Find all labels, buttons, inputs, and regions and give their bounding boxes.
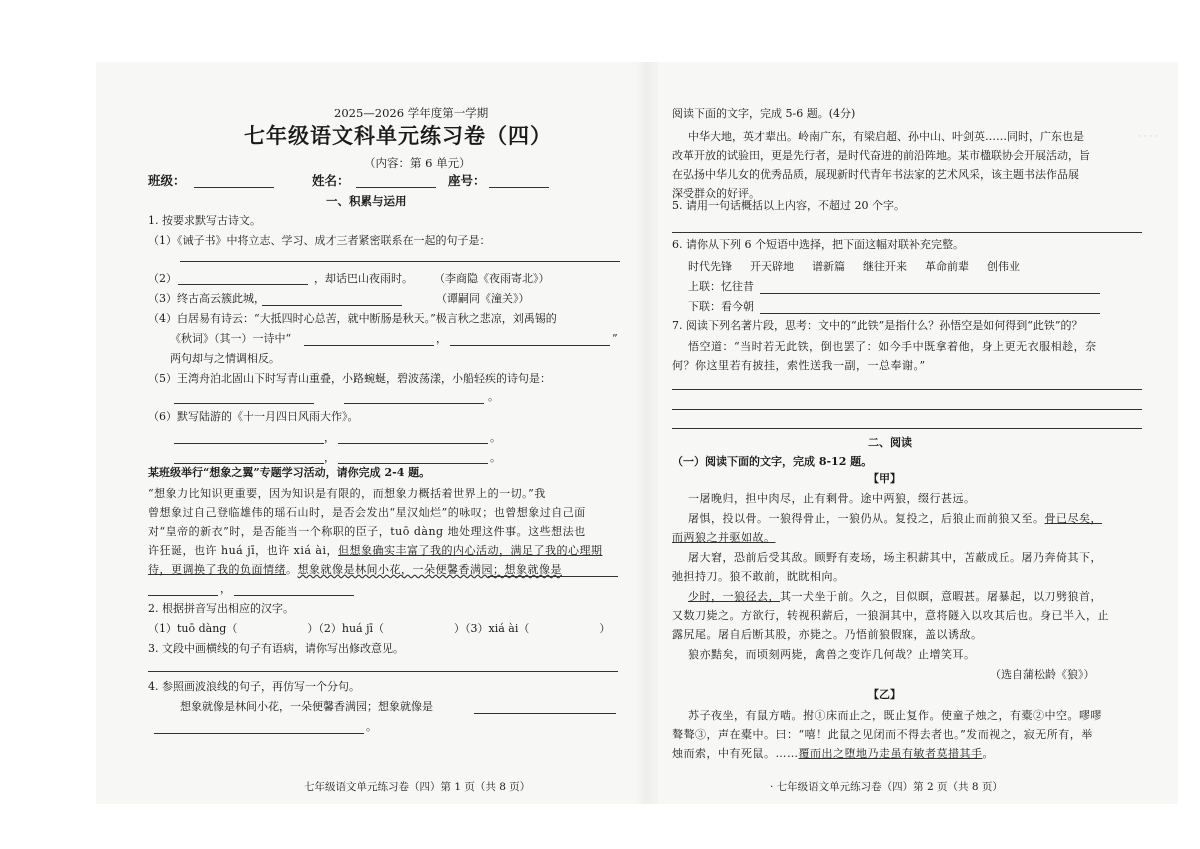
- jia-line-6: [688, 590, 1102, 605]
- page-2: [668, 62, 1148, 804]
- passage-line-2: 曾想象过自己登临雄伟的瑶石山时，是否会发出“星汉灿烂”的咏叹；也曾想象过自己面: [148, 506, 586, 519]
- question-7: 7. 阅读下列名著片段，思考：文中的“此铁”是指什么？孙悟空是如何得到“此铁”的？: [672, 319, 1083, 332]
- bleed-through: · · · ·: [1138, 132, 1159, 142]
- passage-line-3: 对“皇帝的新衣”时，是否能当一个称职的臣子，tuō dàng 地处理这件事。这些想法也: [148, 525, 586, 538]
- passage-5-line-4: 深受群众的好评。: [672, 187, 760, 200]
- answer-line-1-5a[interactable]: [174, 403, 314, 404]
- question-2-items: [148, 622, 610, 637]
- question-1-3-source: （谭嗣同《潼关》）: [436, 292, 530, 305]
- phrase-4: 继往开来: [863, 260, 907, 273]
- question-1-6-sep-1: ，: [324, 431, 335, 444]
- exam-title: 七年级语文科单元练习卷（四）: [244, 123, 552, 148]
- answer-line-4a[interactable]: [474, 713, 616, 714]
- page-fold: [636, 62, 658, 804]
- question-2-3: ）（3）xiá ài（: [454, 622, 530, 635]
- question-1-4e: 两句却与之情调相反。: [170, 352, 280, 365]
- answer-line-1-6a[interactable]: [174, 443, 324, 444]
- page-2-footer: · 七年级语文单元练习卷（四）第 2 页（共 8 页）: [770, 781, 1003, 793]
- page-1: [144, 62, 632, 804]
- answer-line-1-4b[interactable]: [450, 345, 610, 346]
- jia-underlined-2: 而两狼之并驱如故。: [672, 531, 776, 544]
- answer-line-1-4a[interactable]: [304, 345, 434, 346]
- school-year: 2025—2026 学年度第一学期: [334, 106, 489, 120]
- phrase-1: 时代先锋: [688, 260, 732, 273]
- question-1-4d: ”: [612, 332, 618, 345]
- reading-intro-8-12: （一）阅读下面的文字，完成 8-12 题。: [672, 455, 873, 468]
- passage-5-line-2: 改革开放的试验田，更是先行者，是时代奋进的前沿阵地。某市楹联协会开展活动，旨: [672, 149, 1090, 162]
- phrase-options: [688, 260, 1020, 275]
- underlined-sentence-part-1: 但想象确实丰富了我的内心活动，满足了我的心理期: [338, 544, 603, 557]
- underlined-sentence-part-2: 待，更调换了我的负面情绪: [148, 563, 286, 576]
- question-1-6-end-1: 。: [490, 431, 501, 444]
- exam-content: （内容：第 6 单元）: [364, 156, 471, 170]
- yi-line-3: [672, 747, 994, 762]
- jia-line-8: 露尻尾。屠自后断其股，亦毙之。乃悟前狼假寐，盖以诱敌。: [672, 628, 983, 641]
- passage-line-1: “想象力比知识更重要，因为知识是有限的，而想象力概括着世界上的一切。”我: [148, 487, 546, 500]
- question-1-1: （1）《诫子书》中将立志、学习、成才三者紧密联系在一起的句子是：: [148, 234, 491, 247]
- class-field[interactable]: [194, 187, 274, 188]
- question-3: 3. 文段中画横线的句子有语病，请你写出修改意见。: [148, 642, 404, 655]
- yi-underlined: 覆而出之堕地乃走虽有敏者莫措其手: [798, 747, 983, 760]
- yi-line-3c: 。: [982, 747, 994, 760]
- jia-line-3: [672, 531, 776, 546]
- question-1-5: （5）王湾舟泊北固山下时写青山重叠，小路蜿蜒，碧波荡漾，小船轻疾的诗句是：: [148, 372, 551, 385]
- question-1-2-source: （李商隐《夜雨寄北》）: [434, 272, 550, 285]
- question-4: 4. 参照画波浪线的句子，再仿写一个分句。: [148, 680, 360, 693]
- q7-excerpt-line-2: 何？你这里若有披挂，索性送我一副，一总奉谢。”: [672, 359, 926, 372]
- name-label: 姓名：: [312, 173, 350, 188]
- yi-line-3a: 烛而索，中有死鼠。……: [672, 747, 799, 760]
- passage-blank-3: [234, 595, 354, 596]
- answer-line-1-6d[interactable]: [338, 463, 488, 464]
- phrase-2: 开天辟地: [750, 260, 794, 273]
- passage-5-line-3: 在弘扬中华儿女的优秀品质，展现新时代青年书法家的艺术风采，该主题书法作品展: [672, 168, 1079, 181]
- section-2-title: 二、阅读: [868, 436, 912, 449]
- question-2-end: ）: [599, 622, 611, 635]
- question-1-6: （6）默写陆游的《十一月四日风雨大作》。: [148, 410, 359, 423]
- couplet-up-field[interactable]: [760, 293, 1100, 294]
- jia-line-9: 狼亦黠矣，而顷刻两毙，禽兽之变诈几何哉？止增笑耳。: [688, 648, 976, 661]
- couplet-up-label: 上联：忆往昔: [688, 280, 754, 293]
- jia-underlined-1: 骨已尽矣，: [1044, 512, 1102, 525]
- couplet-down-field[interactable]: [760, 313, 1100, 314]
- question-5: 5. 请用一句话概括以上内容，不超过 20 个字。: [672, 199, 905, 212]
- question-1-4a: （4）白居易有诗云：“大抵四时心总苦，就中断肠是秋天。”极言秋之悲凉，刘禹锡的: [148, 312, 557, 325]
- couplet-down-label: 下联：看今朝: [688, 300, 754, 313]
- exam-sheet: [96, 62, 1178, 804]
- question-4-end: 。: [366, 720, 377, 733]
- answer-line-4b[interactable]: [154, 733, 364, 734]
- seat-label: 座号：: [448, 173, 486, 188]
- page-1-footer: 七年级语文单元练习卷（四）第 1 页（共 8 页）: [304, 781, 531, 793]
- jia-line-2a: 屠惧，投以骨。一狼得骨止，一狼仍从。复投之，后狼止而前狼又至。: [688, 512, 1045, 525]
- question-2-1: （1）tuō dàng（: [148, 622, 238, 635]
- phrase-3: 谱新篇: [812, 260, 845, 273]
- answer-line-1-3[interactable]: [262, 305, 402, 306]
- jia-line-7: 又数刀毙之。方欲行，转视积薪后，一狼洞其中，意将隧入以攻其后也。身已半入，止: [672, 609, 1109, 622]
- seat-field[interactable]: [489, 187, 549, 188]
- question-1-3: （3）终古高云簇此城，: [148, 292, 265, 305]
- section-1-title: 一、积累与运用: [326, 194, 407, 208]
- answer-line-1-2[interactable]: [178, 284, 308, 285]
- yi-line-1: 苏子夜坐，有鼠方啮。拊①床而止之，既止复作。使童子烛之，有橐②中空。嘐嘐: [688, 709, 1102, 722]
- answer-line-3[interactable]: [148, 671, 618, 672]
- answer-line-7a[interactable]: [672, 389, 1142, 390]
- question-6: 6. 请你从下列 6 个短语中选择，把下面这幅对联补充完整。: [672, 238, 964, 251]
- question-1-6-sep-2: ，: [324, 451, 335, 464]
- passage-line-5b: 。: [286, 563, 298, 576]
- answer-line-1-6c[interactable]: [174, 463, 324, 464]
- question-4-prompt: 想象就像是林间小花，一朵便馨香满园；想象就像是: [180, 700, 433, 713]
- phrase-6: 创伟业: [987, 260, 1020, 273]
- answer-line-7b[interactable]: [672, 409, 1142, 410]
- q7-excerpt-line-1: 悟空道：“当时若无此铁，倒也罢了：如今手中既拿着他，身上更无衣服相趁，奈: [688, 340, 1097, 353]
- passage-yi-label: 【乙】: [868, 688, 901, 701]
- jia-line-5: 弛担持刀。狼不敢前，眈眈相向。: [672, 570, 845, 583]
- question-1-4c: ，: [436, 332, 447, 345]
- jia-line-4: 屠大窘，恐前后受其敌。顾野有麦场，场主积薪其中，苫蔽成丘。屠乃奔倚其下，: [688, 551, 1102, 564]
- passage-jia-label: 【甲】: [868, 472, 901, 485]
- jia-line-1: 一屠晚归，担中肉尽，止有剩骨。途中两狼，缀行甚远。: [688, 492, 976, 505]
- question-1-6-end-2: 。: [490, 451, 501, 464]
- answer-line-1-5b[interactable]: [344, 403, 484, 404]
- passage-line-4a: 许狂诞，也许 huá jī，也许 xiá ài，: [148, 544, 338, 557]
- phrase-5: 革命前辈: [925, 260, 969, 273]
- question-1-2-num: （2）: [148, 272, 177, 285]
- passage-blank-1: [488, 576, 618, 577]
- passage-5-line-1: 中华大地，英才辈出。岭南广东，有梁启超、孙中山、叶剑英……同时，广东也是: [688, 130, 1084, 143]
- jia-line-6b: 其一犬坐于前。久之，目似瞑，意暇甚。屠暴起，以刀劈狼首，: [780, 590, 1102, 603]
- answer-line-1-1[interactable]: [180, 261, 620, 262]
- passage-line-4: [148, 544, 603, 559]
- jia-source: （选自蒲松龄《狼》）: [990, 668, 1095, 681]
- yi-line-2: 聱聱③，声在橐中。曰：“嘻！此鼠之见闭而不得去者也。”发而视之，寂无所有，举: [672, 728, 1093, 741]
- question-1-5-end: 。: [488, 390, 499, 403]
- answer-line-7c[interactable]: [672, 428, 1142, 429]
- passage-blank-2: [148, 595, 218, 596]
- jia-underlined-3: 少时，一狼径去，: [688, 590, 780, 603]
- reading-intro-5-6: 阅读下面的文字，完成 5-6 题。(4分): [672, 107, 856, 120]
- question-2: 2. 根据拼音写出相应的汉字。: [148, 602, 294, 615]
- question-1: 1. 按要求默写古诗文。: [148, 214, 261, 227]
- question-2-2: ）（2）huá jī（: [307, 622, 385, 635]
- name-field[interactable]: [356, 187, 436, 188]
- question-1-2: ，却话巴山夜雨时。: [314, 272, 413, 285]
- wavy-sentence: 想象就像是林间小花，一朵便馨香满园；想象就像是: [297, 563, 562, 576]
- activity-intro: 某班级举行“想象之翼”专题学习活动，请你完成 2-4 题。: [148, 466, 431, 479]
- question-1-4b: 《秋词》（其一）一诗中“: [170, 332, 292, 345]
- answer-line-5[interactable]: [672, 232, 1142, 233]
- answer-line-1-6b[interactable]: [338, 443, 488, 444]
- class-label: 班级：: [148, 173, 186, 188]
- passage-line-6: ，: [220, 582, 232, 595]
- jia-line-2: [688, 512, 1102, 527]
